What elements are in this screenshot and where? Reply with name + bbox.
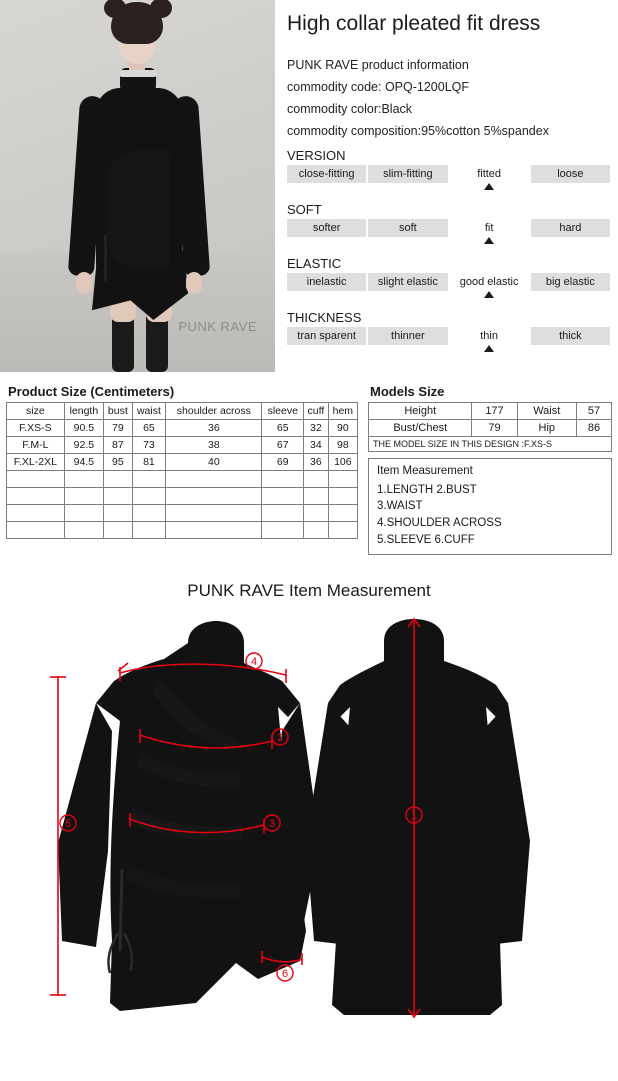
triangle-up-icon	[484, 183, 494, 190]
size-table-header-cell: length	[64, 403, 103, 420]
models-size-table	[368, 402, 612, 437]
model-size-note: THE MODEL SIZE IN THIS DESIGN :F.XS-S	[368, 437, 612, 452]
size-table-cell-empty	[64, 471, 103, 488]
measurement-legend-heading: Item Measurement	[377, 465, 473, 477]
size-table-cell-empty	[64, 505, 103, 522]
size-table-cell: 106	[328, 454, 357, 471]
size-table-cell: 65	[132, 420, 166, 437]
size-table-cell: F.XL-2XL	[7, 454, 65, 471]
models-size-cell: Height	[369, 403, 472, 420]
size-table-cell: 69	[262, 454, 304, 471]
attribute-selected-marker	[287, 345, 610, 354]
measurement-legend	[368, 458, 612, 555]
attribute-option[interactable]: big elastic	[531, 273, 610, 291]
models-size-cell: 57	[576, 403, 611, 420]
attribute-option[interactable]: thinner	[368, 327, 447, 345]
size-table-cell-empty	[7, 505, 65, 522]
size-table-cell: 94.5	[64, 454, 103, 471]
table-row-empty	[7, 522, 358, 539]
size-table-cell: F.M-L	[7, 437, 65, 454]
attribute-option[interactable]: tran sparent	[287, 327, 366, 345]
size-table-cell-empty	[304, 505, 329, 522]
size-table-title: Product Size (Centimeters)	[8, 384, 175, 399]
size-table-cell-empty	[64, 522, 103, 539]
size-table-cell-empty	[132, 488, 166, 505]
attribute-label: ELASTIC	[287, 256, 342, 271]
size-table-cell-empty	[132, 505, 166, 522]
size-table-cell-empty	[104, 471, 133, 488]
product-size-table-block	[6, 382, 358, 555]
size-table-header-cell: waist	[132, 403, 166, 420]
models-size-cell: 86	[576, 420, 611, 437]
table-row	[7, 420, 358, 437]
models-size-cell: 79	[472, 420, 517, 437]
size-table-cell: 34	[304, 437, 329, 454]
size-table-cell-empty	[304, 471, 329, 488]
size-table-cell-empty	[304, 522, 329, 539]
size-table-cell: 87	[104, 437, 133, 454]
commodity-composition: commodity composition:95%cotton 5%spandex	[287, 124, 549, 138]
photo-watermark: PUNK RAVE	[178, 319, 257, 334]
measurement-legend-line: 3.WAIST	[377, 500, 423, 513]
models-size-block	[368, 382, 612, 555]
size-table-cell-empty	[7, 522, 65, 539]
product-header-section	[0, 0, 618, 372]
diagram-title: PUNK RAVE Item Measurement	[187, 581, 431, 601]
size-table-cell-empty	[328, 522, 357, 539]
size-table-cell-empty	[132, 471, 166, 488]
models-size-title: Models Size	[370, 384, 445, 399]
size-table-cell: 95	[104, 454, 133, 471]
size-table-cell-empty	[104, 505, 133, 522]
figure-tie	[104, 235, 107, 281]
size-table-cell: 36	[304, 454, 329, 471]
commodity-color: commodity color:Black	[287, 102, 413, 116]
attribute-label: VERSION	[287, 148, 346, 163]
measurement-diagram	[0, 611, 618, 1081]
svg-text:1: 1	[410, 810, 418, 823]
attribute-options	[287, 219, 610, 237]
attribute-option[interactable]: loose	[531, 165, 610, 183]
size-table-header-row	[7, 403, 358, 420]
attribute-label: THICKNESS	[287, 310, 362, 325]
product-info	[275, 0, 618, 372]
size-table-cell: 79	[104, 420, 133, 437]
attribute-option[interactable]: slim-fitting	[368, 165, 447, 183]
table-row	[7, 454, 358, 471]
figure-choker	[119, 70, 157, 77]
size-table-cell: 40	[166, 454, 262, 471]
triangle-up-icon	[484, 291, 494, 298]
attribute-option[interactable]: softer	[287, 219, 366, 237]
attribute-option[interactable]: soft	[368, 219, 447, 237]
figure-hand-right	[186, 272, 202, 294]
attribute-option[interactable]: close-fitting	[287, 165, 366, 183]
size-table-header-cell: shoulder across	[166, 403, 262, 420]
commodity-code: commodity code: OPQ-1200LQF	[287, 80, 470, 94]
size-table-cell: 92.5	[64, 437, 103, 454]
svg-text:5: 5	[64, 818, 72, 831]
diagram-svg	[0, 611, 618, 1081]
figure-drape	[108, 150, 170, 268]
size-table-cell: 67	[262, 437, 304, 454]
table-row	[7, 437, 358, 454]
size-table-header-cell: hem	[328, 403, 357, 420]
size-table-cell-empty	[166, 505, 262, 522]
svg-text:4: 4	[250, 656, 258, 669]
measurement-legend-line: 4.SHOULDER ACROSS	[377, 517, 502, 530]
measurement-legend-lines	[377, 482, 605, 549]
attribute-option[interactable]: good elastic	[450, 273, 529, 291]
size-table-cell: 81	[132, 454, 166, 471]
size-table-cell-empty	[262, 488, 304, 505]
size-table-cell-empty	[328, 488, 357, 505]
size-table-cell: 73	[132, 437, 166, 454]
page-title: High collar pleated fit dress	[287, 12, 541, 35]
triangle-up-icon	[484, 237, 494, 244]
size-table-cell: 36	[166, 420, 262, 437]
models-size-cell: 177	[472, 403, 517, 420]
models-size-body	[369, 403, 612, 437]
size-table-cell: 65	[262, 420, 304, 437]
attribute-options	[287, 327, 610, 345]
svg-text:3: 3	[268, 818, 276, 831]
attribute-options	[287, 273, 610, 291]
attribute-option[interactable]: slight elastic	[368, 273, 447, 291]
triangle-up-icon	[484, 345, 494, 352]
attribute-option[interactable]: fitted	[450, 165, 529, 183]
size-table-header-cell: sleeve	[262, 403, 304, 420]
size-table-cell-empty	[328, 471, 357, 488]
size-table-header-cell: size	[7, 403, 65, 420]
table-row-empty	[7, 471, 358, 488]
attribute-selected-marker	[287, 291, 610, 300]
info-heading: PUNK RAVE product information	[287, 58, 469, 72]
measurement-legend-line: 5.SLEEVE 6.CUFF	[377, 533, 475, 546]
svg-text:6: 6	[281, 968, 289, 981]
attribute-option[interactable]: thin	[450, 327, 529, 345]
size-table-cell: 90.5	[64, 420, 103, 437]
garment-back	[306, 619, 530, 1015]
garment-front	[58, 621, 320, 1011]
size-table-cell: 32	[304, 420, 329, 437]
attribute-option[interactable]: thick	[531, 327, 610, 345]
attribute-option[interactable]: inelastic	[287, 273, 366, 291]
attribute-group-elastic	[287, 256, 610, 300]
size-table-cell-empty	[7, 488, 65, 505]
size-table-cell-empty	[166, 488, 262, 505]
attribute-label: SOFT	[287, 202, 322, 217]
svg-text:2: 2	[276, 732, 284, 745]
size-table-cell-empty	[104, 522, 133, 539]
attribute-group-version	[287, 148, 610, 192]
models-size-row	[369, 420, 612, 437]
attribute-selected-marker	[287, 183, 610, 192]
attribute-selected-marker	[287, 237, 610, 246]
size-table-cell-empty	[262, 505, 304, 522]
attribute-scales	[287, 148, 610, 354]
models-size-cell: Hip	[517, 420, 576, 437]
size-table-cell-empty	[104, 488, 133, 505]
size-table-header-cell: cuff	[304, 403, 329, 420]
size-table-cell-empty	[7, 471, 65, 488]
size-tables-section	[0, 372, 618, 555]
figure-hand-left	[76, 272, 92, 294]
size-table-cell: 38	[166, 437, 262, 454]
size-table-cell-empty	[328, 505, 357, 522]
attribute-group-thickness	[287, 310, 610, 354]
models-size-cell: Waist	[517, 403, 576, 420]
figure-hair-bun-right	[150, 0, 172, 18]
size-table-cell-empty	[132, 522, 166, 539]
product-size-table	[6, 402, 358, 539]
size-table-cell-empty	[304, 488, 329, 505]
size-table-header-cell: bust	[104, 403, 133, 420]
models-size-cell: Bust/Chest	[369, 420, 472, 437]
size-table-cell: 90	[328, 420, 357, 437]
model-photo	[0, 0, 275, 372]
size-table-cell-empty	[166, 522, 262, 539]
size-table-cell-empty	[64, 488, 103, 505]
size-table-cell: F.XS-S	[7, 420, 65, 437]
table-row-empty	[7, 488, 358, 505]
size-table-cell-empty	[262, 471, 304, 488]
measurement-legend-line: 1.LENGTH 2.BUST	[377, 483, 477, 496]
size-table-cell-empty	[166, 471, 262, 488]
table-row-empty	[7, 505, 358, 522]
size-table-body	[7, 420, 358, 539]
size-table-cell-empty	[262, 522, 304, 539]
attribute-options	[287, 165, 610, 183]
attribute-group-soft	[287, 202, 610, 246]
models-size-row	[369, 403, 612, 420]
attribute-option[interactable]: hard	[531, 219, 610, 237]
size-table-cell: 98	[328, 437, 357, 454]
attribute-option[interactable]: fit	[450, 219, 529, 237]
